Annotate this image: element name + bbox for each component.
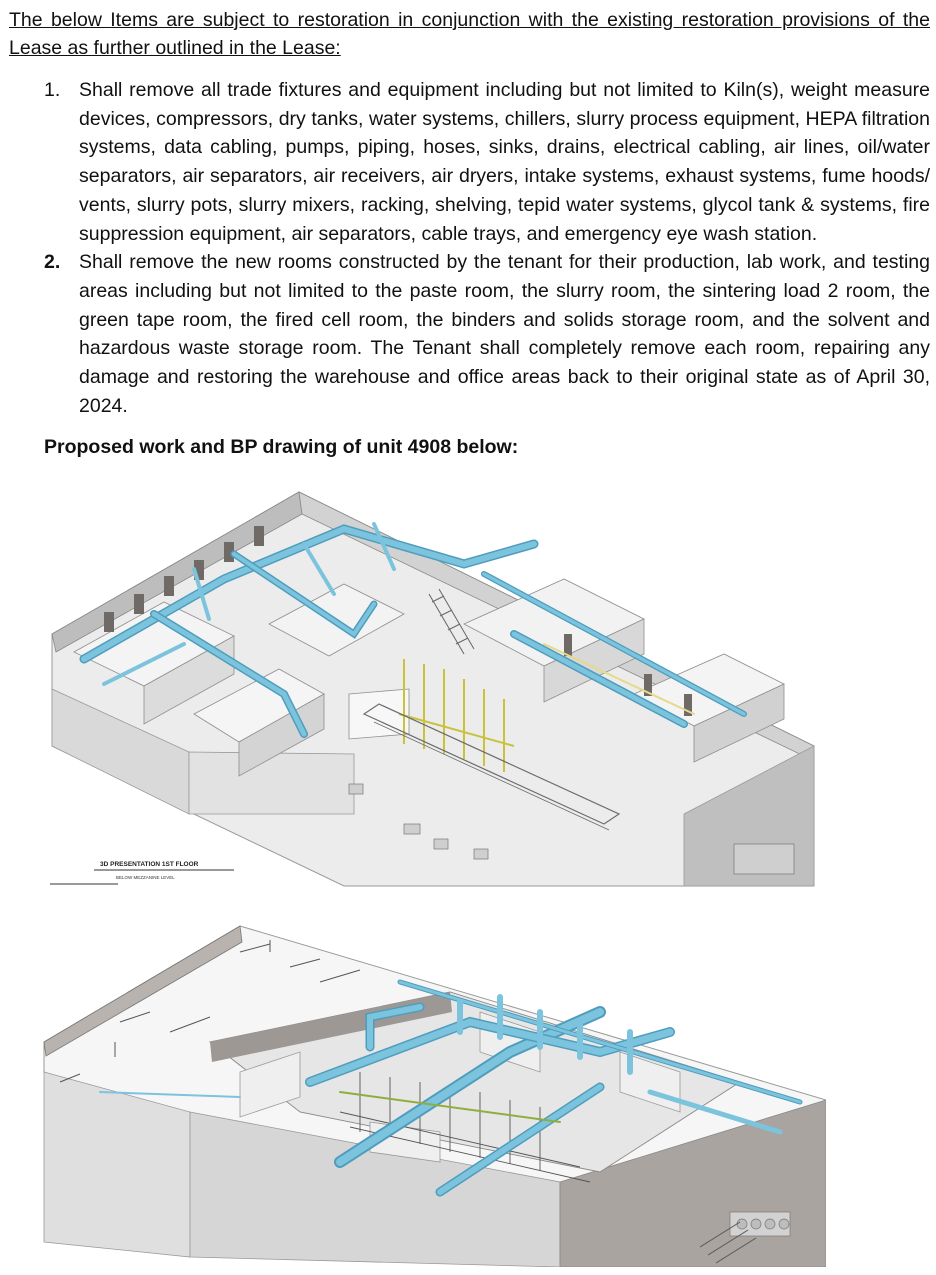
restoration-list — [44, 76, 930, 420]
drawing-caption-title: 3D PRESENTATION 1ST FLOOR — [100, 861, 199, 868]
list-item — [44, 248, 930, 420]
drawing-caption-sub: BELOW MEZZANINE LEVEL — [116, 875, 175, 880]
3d-mezzanine-drawing — [40, 922, 826, 1267]
list-item — [44, 76, 930, 248]
list-item-number: 2. — [44, 251, 61, 274]
intro-paragraph: The below Items are subject to restoration in conjunction with the existing restoration provisions of the Lease as further outlined in the Lease: — [9, 9, 930, 59]
list-item-text: Shall remove the new rooms constructed by the tenant for their production, lab work, and testing areas including but not limited to the paste room, the slurry room, the sintering load 2 room, the green tape room, the fired cell room, the binders and solids storage room, and the solvent and hazardous waste storage room. The Tenant shall completely remove each room, repairing any damage and restoring the warehouse and office areas back to their original state as of April 30, 2024. — [79, 251, 930, 417]
list-item-number: 1. — [44, 79, 61, 101]
3d-floor-drawing — [44, 484, 824, 888]
drawings-heading: Proposed work and BP drawing of unit 4908 below: — [44, 436, 519, 458]
list-item-text: Shall remove all trade fixtures and equipment including but not limited to Kiln(s), weight measure devices, compressors, dry tanks, water systems, chillers, slurry process equipment, HEPA filtration systems, data cabling, pumps, piping, hoses, sinks, drains, electrical cabling, air lines, oil/water separators, air separators, air receivers, air dryers, intake systems, exhaust systems, fume hoods/ vents, slurry pots, slurry mixers, racking, shelving, tepid water systems, glycol tank & systems, fire suppression equipment, air separators, cable trays, and emergency eye wash station. — [79, 79, 930, 245]
condenser-units — [730, 1212, 790, 1236]
